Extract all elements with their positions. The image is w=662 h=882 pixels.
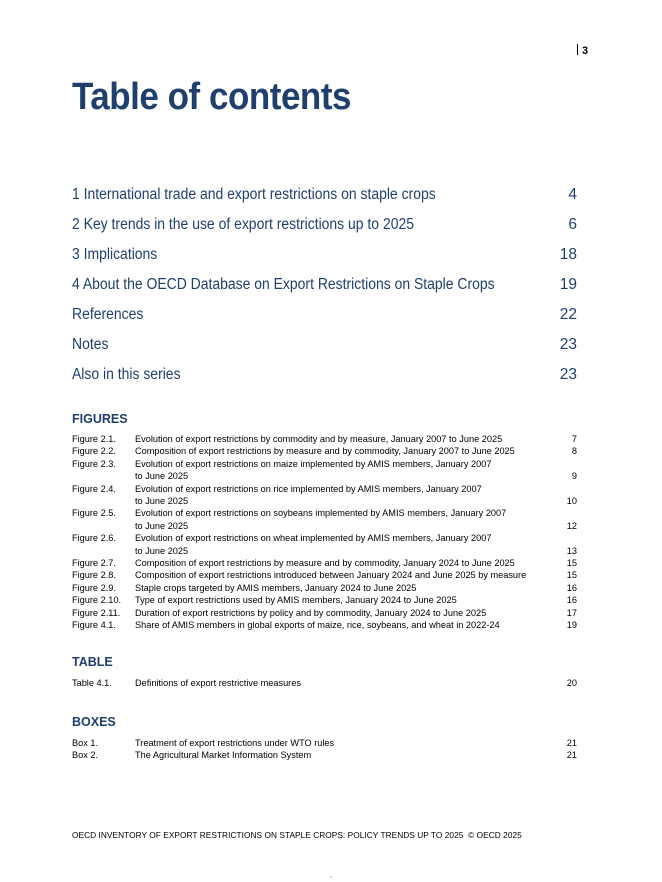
figure-entry[interactable] — [72, 557, 577, 569]
figure-title: Duration of export restrictions by policy and by commodity, January 2024 to June 2025 — [135, 607, 487, 618]
figure-number: Figure 2.11. — [72, 607, 121, 618]
figure-title: Composition of export restrictions introduced between January 2024 and June 2025 by measure — [135, 570, 527, 581]
figure-title: Share of AMIS members in global exports of maize, rice, soybeans, and wheat in 2022-24 — [135, 620, 500, 631]
figure-entry[interactable] — [72, 507, 577, 532]
figure-entry[interactable] — [72, 582, 577, 594]
table-number: Table 4.1. — [72, 678, 112, 688]
figure-title-line: to June 2025 — [135, 471, 189, 482]
toc-entry-label: 3 Implications — [72, 246, 158, 263]
table-entry[interactable] — [72, 677, 577, 689]
page-number — [577, 44, 588, 57]
box-entry[interactable] — [72, 737, 577, 749]
toc-entry[interactable] — [72, 274, 577, 304]
figure-page: 9 — [571, 471, 577, 482]
toc-entry[interactable] — [72, 244, 577, 274]
figure-number: Figure 2.1. — [72, 434, 116, 444]
box-number: Box 1. — [72, 738, 99, 748]
figure-page: 19 — [566, 620, 577, 631]
toc-entry-label: 4 About the OECD Database on Export Restrictions on Staple Crops — [72, 276, 495, 293]
boxes-list — [72, 737, 577, 762]
figure-number: Figure 2.4. — [72, 483, 116, 494]
toc-entry[interactable] — [72, 304, 577, 334]
table-heading: TABLE — [72, 655, 113, 669]
figure-title: Composition of export restrictions by measure and by commodity, January 2024 to June 2025 — [135, 558, 515, 569]
box-title: The Agricultural Market Information System — [135, 750, 312, 761]
figure-title-line: to June 2025 — [135, 520, 189, 531]
toc-entry[interactable] — [72, 364, 577, 394]
figure-entry[interactable] — [72, 433, 577, 445]
figure-title — [135, 483, 551, 508]
figures-heading: FIGURES — [72, 412, 128, 426]
figure-number: Figure 2.8. — [72, 570, 116, 581]
toc-entry-label: References — [72, 306, 144, 323]
figure-entry[interactable] — [72, 619, 577, 631]
figure-entry[interactable] — [72, 569, 577, 581]
figure-number: Figure 2.6. — [72, 533, 116, 544]
figure-title: Type of export restrictions used by AMIS members, January 2024 to June 2025 — [135, 595, 457, 606]
page-footer: OECD INVENTORY OF EXPORT RESTRICTIONS ON STAPLE CROPS: POLICY TRENDS UP TO 2025 © OECD 2025 — [72, 830, 522, 840]
toc-entry-page: 23 — [559, 336, 577, 353]
figure-title: Staple crops targeted by AMIS members, January 2024 to June 2025 — [135, 582, 417, 593]
toc-entry-label: 2 Key trends in the use of export restrictions up to 2025 — [72, 216, 414, 233]
figure-page: 17 — [566, 607, 577, 618]
toc-entry-page: 23 — [559, 366, 577, 383]
figure-title-line: to June 2025 — [135, 545, 189, 556]
figure-title-line: Evolution of export restrictions on rice implemented by AMIS members, January 2007 — [135, 483, 482, 494]
tables-list — [72, 677, 577, 689]
box-page: 21 — [566, 738, 577, 748]
box-title: Treatment of export restrictions under WTO rules — [135, 738, 335, 748]
toc-entry-page: 22 — [559, 306, 577, 323]
figure-entry[interactable] — [72, 483, 577, 508]
box-page: 21 — [566, 750, 577, 761]
page-title: Table of contents — [72, 76, 352, 118]
figures-list — [72, 433, 577, 632]
figure-page: 15 — [566, 558, 577, 569]
toc-entry-label: 1 International trade and export restrictions on staple crops — [72, 186, 436, 203]
figure-number: Figure 4.1. — [72, 620, 116, 631]
figure-entry[interactable] — [72, 445, 577, 457]
figure-title-line: Evolution of export restrictions on wheat implemented by AMIS members, January 2007 — [135, 533, 492, 544]
figure-title: Composition of export restrictions by measure and by commodity, January 2007 to June 2025 — [135, 446, 515, 457]
figure-page: 8 — [571, 446, 577, 457]
figure-title — [135, 458, 551, 483]
toc-entry[interactable] — [72, 184, 577, 214]
toc-entry-page: 4 — [568, 186, 577, 203]
toc-entry[interactable] — [72, 334, 577, 364]
figure-page: 16 — [566, 582, 577, 593]
figure-title-line: Evolution of export restrictions on soybeans implemented by AMIS members, January 2007 — [135, 508, 507, 519]
toc-entry-page: 6 — [568, 216, 577, 233]
figure-page: 7 — [571, 434, 577, 444]
figure-number: Figure 2.10. — [72, 595, 122, 606]
figure-entry[interactable] — [72, 594, 577, 606]
figure-title-line: Evolution of export restrictions on maize implemented by AMIS members, January 2007 — [135, 458, 492, 469]
figure-page: 15 — [566, 570, 577, 581]
toc-entry-page: 18 — [559, 246, 577, 263]
box-number: Box 2. — [72, 750, 99, 761]
figure-page: 16 — [566, 595, 577, 606]
table-title: Definitions of export restrictive measures — [135, 678, 301, 688]
figure-number: Figure 2.9. — [72, 582, 116, 593]
figure-title: Evolution of export restrictions by commodity and by measure, January 2007 to June 2025 — [135, 434, 503, 444]
toc-entry-label: Notes — [72, 336, 109, 353]
toc-list — [72, 184, 577, 394]
toc-entry-page: 19 — [559, 276, 577, 293]
figure-number: Figure 2.2. — [72, 446, 116, 457]
figure-number: Figure 2.3. — [72, 458, 116, 469]
figure-page: 13 — [566, 545, 577, 556]
figure-page: 12 — [566, 520, 577, 531]
page-number-value: 3 — [582, 45, 589, 57]
figure-title — [135, 507, 551, 532]
figure-page: 10 — [566, 496, 577, 507]
table-page: 20 — [566, 678, 577, 688]
figure-entry[interactable] — [72, 458, 577, 483]
figure-entry[interactable] — [72, 532, 577, 557]
figure-number: Figure 2.7. — [72, 558, 116, 569]
page-marker-dot — [330, 876, 332, 878]
toc-entry[interactable] — [72, 214, 577, 244]
figure-number: Figure 2.5. — [72, 508, 116, 519]
box-entry[interactable] — [72, 749, 577, 761]
figure-entry[interactable] — [72, 607, 577, 619]
figure-title-line: to June 2025 — [135, 496, 189, 507]
figure-title — [135, 532, 551, 557]
toc-entry-label: Also in this series — [72, 366, 181, 383]
boxes-heading: BOXES — [72, 715, 116, 729]
